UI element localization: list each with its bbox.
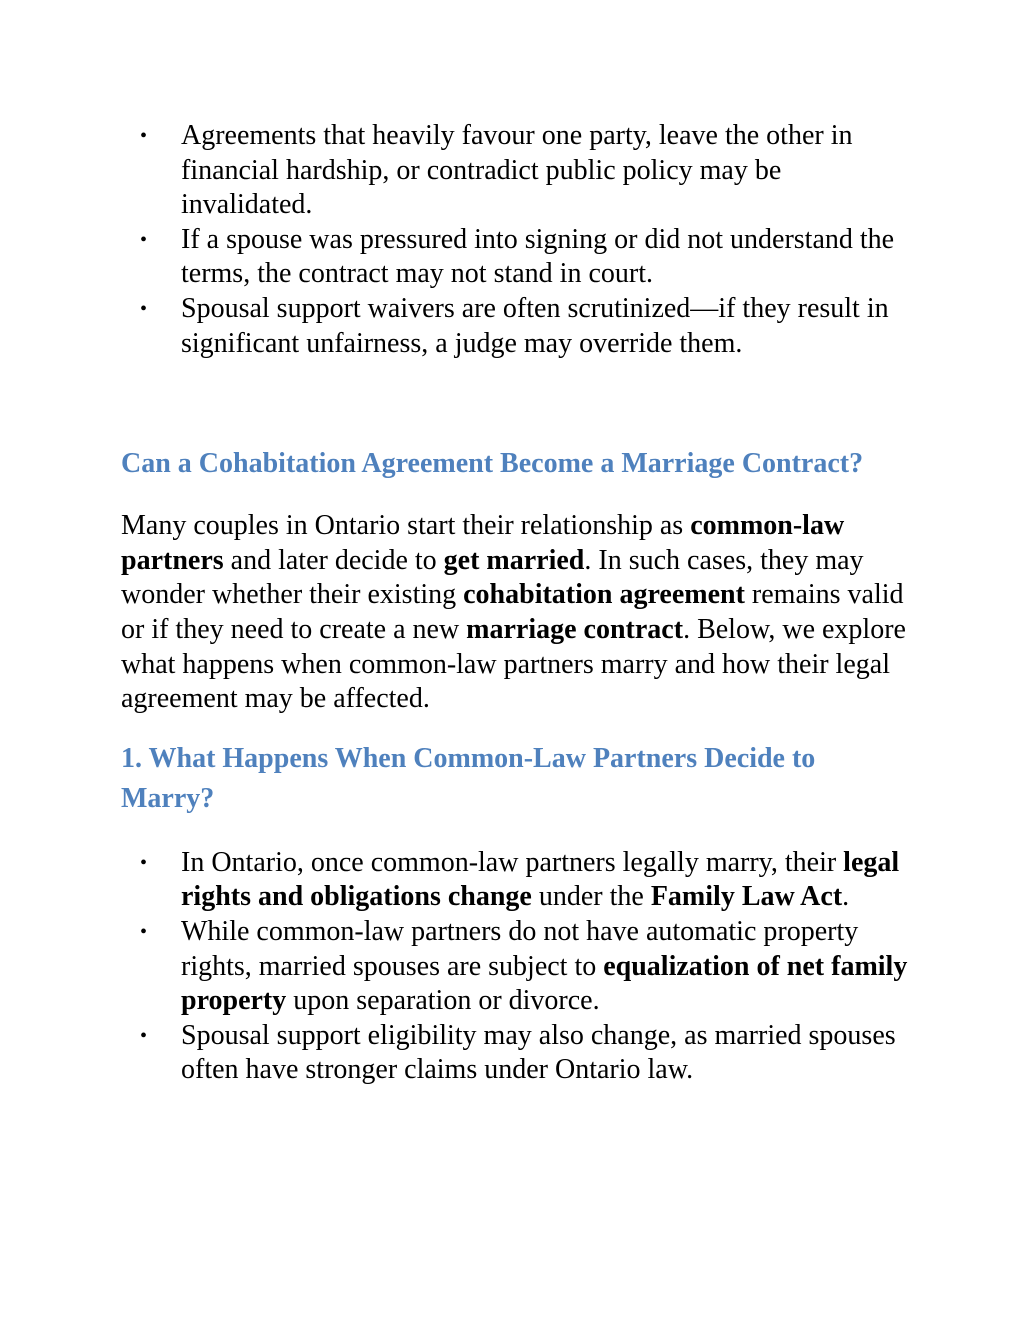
list-item (121, 1019, 911, 1088)
text-run: While common-law partners do not have automatic property rights, married spouses are subject to (181, 915, 859, 982)
text-run: remains valid or if they need to create a new (121, 579, 904, 645)
bullet-list-contract-validity (121, 119, 911, 361)
text-run: under the (531, 881, 651, 913)
bold-term: common-law partners (121, 510, 845, 576)
list-item (121, 119, 911, 223)
list-item (121, 223, 911, 292)
list-item-text: Agreements that heavily favour one party, leave the other in financial hardship, or contradict public policy may be invalidated. (181, 120, 853, 221)
text-run: and later decide to (223, 544, 444, 576)
section-heading-cohabitation: Can a Cohabitation Agreement Become a Marriage Contract? (121, 448, 864, 480)
text-run: In Ontario, once common-law partners legally marry, their (181, 846, 844, 878)
text-run: . In such cases, they may wonder whether their existing (121, 544, 864, 611)
bullet-icon: • (140, 851, 148, 874)
bold-term: equalization of net family property (181, 950, 908, 1017)
bold-term: cohabitation agreement (463, 579, 745, 611)
text-run: . Below, we explore what happens when common-law partners marry and how their legal agreement may be affected. (121, 613, 906, 715)
list-item (121, 915, 911, 1019)
bold-term: legal rights and obligations change (181, 846, 900, 913)
bullet-icon: • (140, 297, 148, 320)
list-item-text: Spousal support waivers are often scrutinized—if they result in significant unfairness, a judge may override them. (181, 292, 889, 359)
text-run: Spousal support eligibility may also change, as married spouses often have stronger claims under Ontario law. (181, 1019, 896, 1086)
section-heading-what-happens: 1. What Happens When Common-Law Partners Decide to Marry? (121, 742, 816, 814)
bold-term: Family Law Act (650, 881, 843, 913)
list-item (121, 846, 911, 915)
text-run: Many couples in Ontario start their relationship as (121, 510, 691, 542)
text-run: upon separation or divorce. (286, 985, 600, 1017)
list-item-text: If a spouse was pressured into signing or did not understand the terms, the contract may not stand in court. (181, 223, 895, 290)
bullet-icon: • (140, 1024, 148, 1047)
bold-term: get married (443, 544, 585, 576)
bullet-icon: • (140, 920, 148, 943)
bullet-list-marriage-effects (121, 846, 911, 1088)
text-run: . (842, 881, 850, 913)
intro-paragraph (121, 509, 911, 717)
bold-term: marriage contract (466, 613, 684, 645)
bullet-icon: • (140, 125, 148, 147)
document-page (121, 119, 911, 1088)
list-item (121, 292, 911, 361)
bullet-icon: • (140, 228, 148, 251)
